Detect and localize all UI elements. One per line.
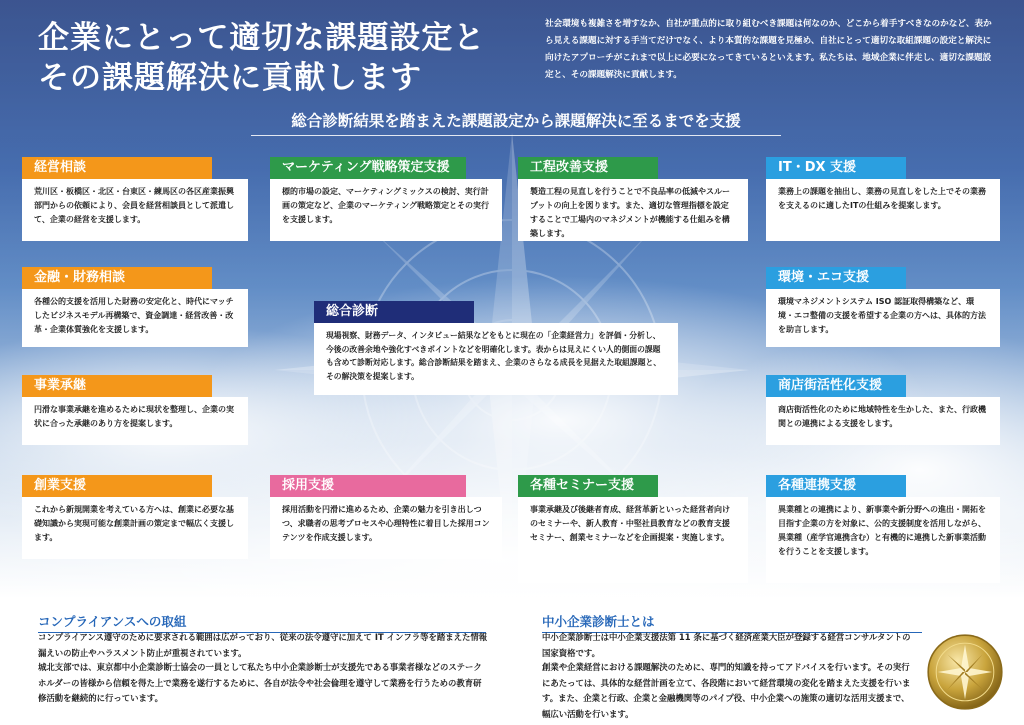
card-title: マーケティング戦略策定支援 [270, 157, 466, 179]
card-recruit [270, 474, 502, 559]
card-it-dx [766, 156, 1000, 241]
card-title: 工程改善支援 [518, 157, 658, 179]
card-diagnosis [314, 300, 678, 395]
card-body: 事業承継及び後継者育成、経営革新といった経営者向けのセミナーや、新人教育・中堅社員教育などの教育支援セミナー、創業セミナーなどを企画提案・実施します。 [518, 497, 748, 583]
compliance-heading: コンプライアンスへの取組 [38, 612, 486, 633]
card-body: 現場視察、財務データ、インタビュー結果などをもとに現在の「企業経営力」を評価・分析し、今後の改善余地や強化すべきポイントなどを明確化します。表からは見えにくい人的側面の課題も含めて診断対応します。総合診断結果を踏まえ、企業のさらなる成長を見据えた取組課題と、その解決策を提案します。 [314, 323, 678, 395]
card-body: 製造工程の見直しを行うことで不良品率の低減やスループットの向上を図ります。また、適切な管理指標を設定することで工場内のマネジメントが機能する仕組みを構築します。 [518, 179, 748, 241]
card-body: 採用活動を円滑に進めるため、企業の魅力を引き出しつつ、求職者の思考プロセスや心理特性に着目した採用コンテンツを作成支援します。 [270, 497, 502, 559]
card-finance [22, 266, 248, 347]
section-subheading: 総合診断結果を踏まえた課題設定から課題解決に至るまでを支援 [251, 109, 781, 136]
card-body: これから新規開業を考えている方へは、創業に必要な基礎知識から実現可能な創業計画の策定まで幅広く支援します。 [22, 497, 248, 559]
card-seminar [518, 474, 748, 583]
card-body: 商店街活性化のために地域特性を生かした、また、行政機関との連携による支援をします。 [766, 397, 1000, 445]
card-process [518, 156, 748, 241]
card-title: 商店街活性化支援 [766, 375, 906, 397]
title-line-2: その課題解決に貢献します [38, 60, 422, 96]
card-title: 採用支援 [270, 475, 466, 497]
card-title: 経営相談 [22, 157, 212, 179]
card-shopping [766, 374, 1000, 445]
card-body: 各種公的支援を活用した財務の安定化と、時代にマッチしたビジネスモデル再構築で、資金調達・経営改善・改革・企業体質強化を支援します。 [22, 289, 248, 347]
card-body: 標的市場の設定、マーケティングミックスの検討、実行計画の策定など、企業のマーケティング戦略策定とその実行を支援します。 [270, 179, 502, 241]
card-marketing [270, 156, 502, 241]
compliance-paragraph-2: 城北支部では、東京都中小企業診断士協会の一員として私たち中小企業診断士が支援先である事業者様などのステークホルダーの皆様から信頼を得た上で業務を遂行するために、各自が法令や社会倫理を遵守して業務を行うための教育研修活動を継続的に行っています。 [38, 662, 482, 704]
card-body: 異業種との連携により、新事業や新分野への進出・開拓を目指す企業の方を対象に、公的支援制度を活用しながら、異業種（産学官連携含む）と有機的に連携した新事業活動を行うことを支援します。 [766, 497, 1000, 583]
card-body: 荒川区・板橋区・北区・台東区・練馬区の各区産業振興部門からの依頼により、会員を経営相談員として派遣して、企業の経営を支援します。 [22, 179, 248, 241]
card-title: IT・DX 支援 [766, 157, 906, 179]
card-title: 総合診断 [314, 301, 474, 323]
title-line-1: 企業にとって適切な課題設定と [38, 20, 486, 56]
card-startup [22, 474, 248, 559]
card-environment [766, 266, 1000, 347]
page-title [38, 18, 485, 98]
card-collab [766, 474, 1000, 583]
card-succession [22, 374, 248, 445]
intro-text: 社会環境も複雑さを増すなか、自社が重点的に取り組むべき課題は何なのか、どこから着手すべきなのかなど、表から見える課題に対する手当てだけでなく、より本質的な課題を見極め、自社にとって適切な取組課題の設定と解決に向けたアプローチがこれまで以上に必要になってきているといえます。私たちは、地域企業に伴走し、適切な課題設定と、その課題解決に貢献します。 [545, 19, 992, 80]
card-title: 創業支援 [22, 475, 212, 497]
card-body: 円滑な事業承継を進めるために現状を整理し、企業の実状に合った承継のあり方を提案します。 [22, 397, 248, 445]
card-title: 各種連携支援 [766, 475, 906, 497]
shindanshi-paragraph-1: 中小企業診断士は中小企業支援法第 11 条に基づく経済産業大臣が登録する経営コンサルタントの国家資格です。 [542, 632, 911, 658]
card-title: 各種セミナー支援 [518, 475, 658, 497]
card-title: 事業承継 [22, 375, 212, 397]
card-body: 業務上の課題を抽出し、業務の見直しをした上でその業務を支えるのに適したITの仕組みを提案します。 [766, 179, 1000, 241]
compliance-paragraph-1: コンプライアンス遵守のために要求される範囲は広がっており、従来の法令遵守に加えて IT インフラ等を踏まえた情報漏えいの防止やハラスメント防止が重視されています。 [38, 632, 488, 658]
card-title: 環境・エコ支援 [766, 267, 906, 289]
shindanshi-gold-emblem-icon [925, 632, 1005, 712]
shindanshi-heading: 中小企業診断士とは [542, 612, 922, 633]
shindanshi-paragraph-2: 創業や企業経営における課題解決のために、専門的知識を持ってアドバイスを行います。その実行にあたっては、具体的な経営計画を立て、各段階において経営環境の変化を踏まえた支援を行います。また、企業と行政、企業と金融機関等のパイプ役、中小企業への施策の適切な活用支援まで、幅広い活動を行います。 [542, 662, 911, 719]
card-body: 環境マネジメントシステム ISO 認証取得構築など、環境・エコ整備の支援を希望する企業の方へは、具体的方法を助言します。 [766, 289, 1000, 347]
card-title: 金融・財務相談 [22, 267, 212, 289]
card-management [22, 156, 248, 241]
